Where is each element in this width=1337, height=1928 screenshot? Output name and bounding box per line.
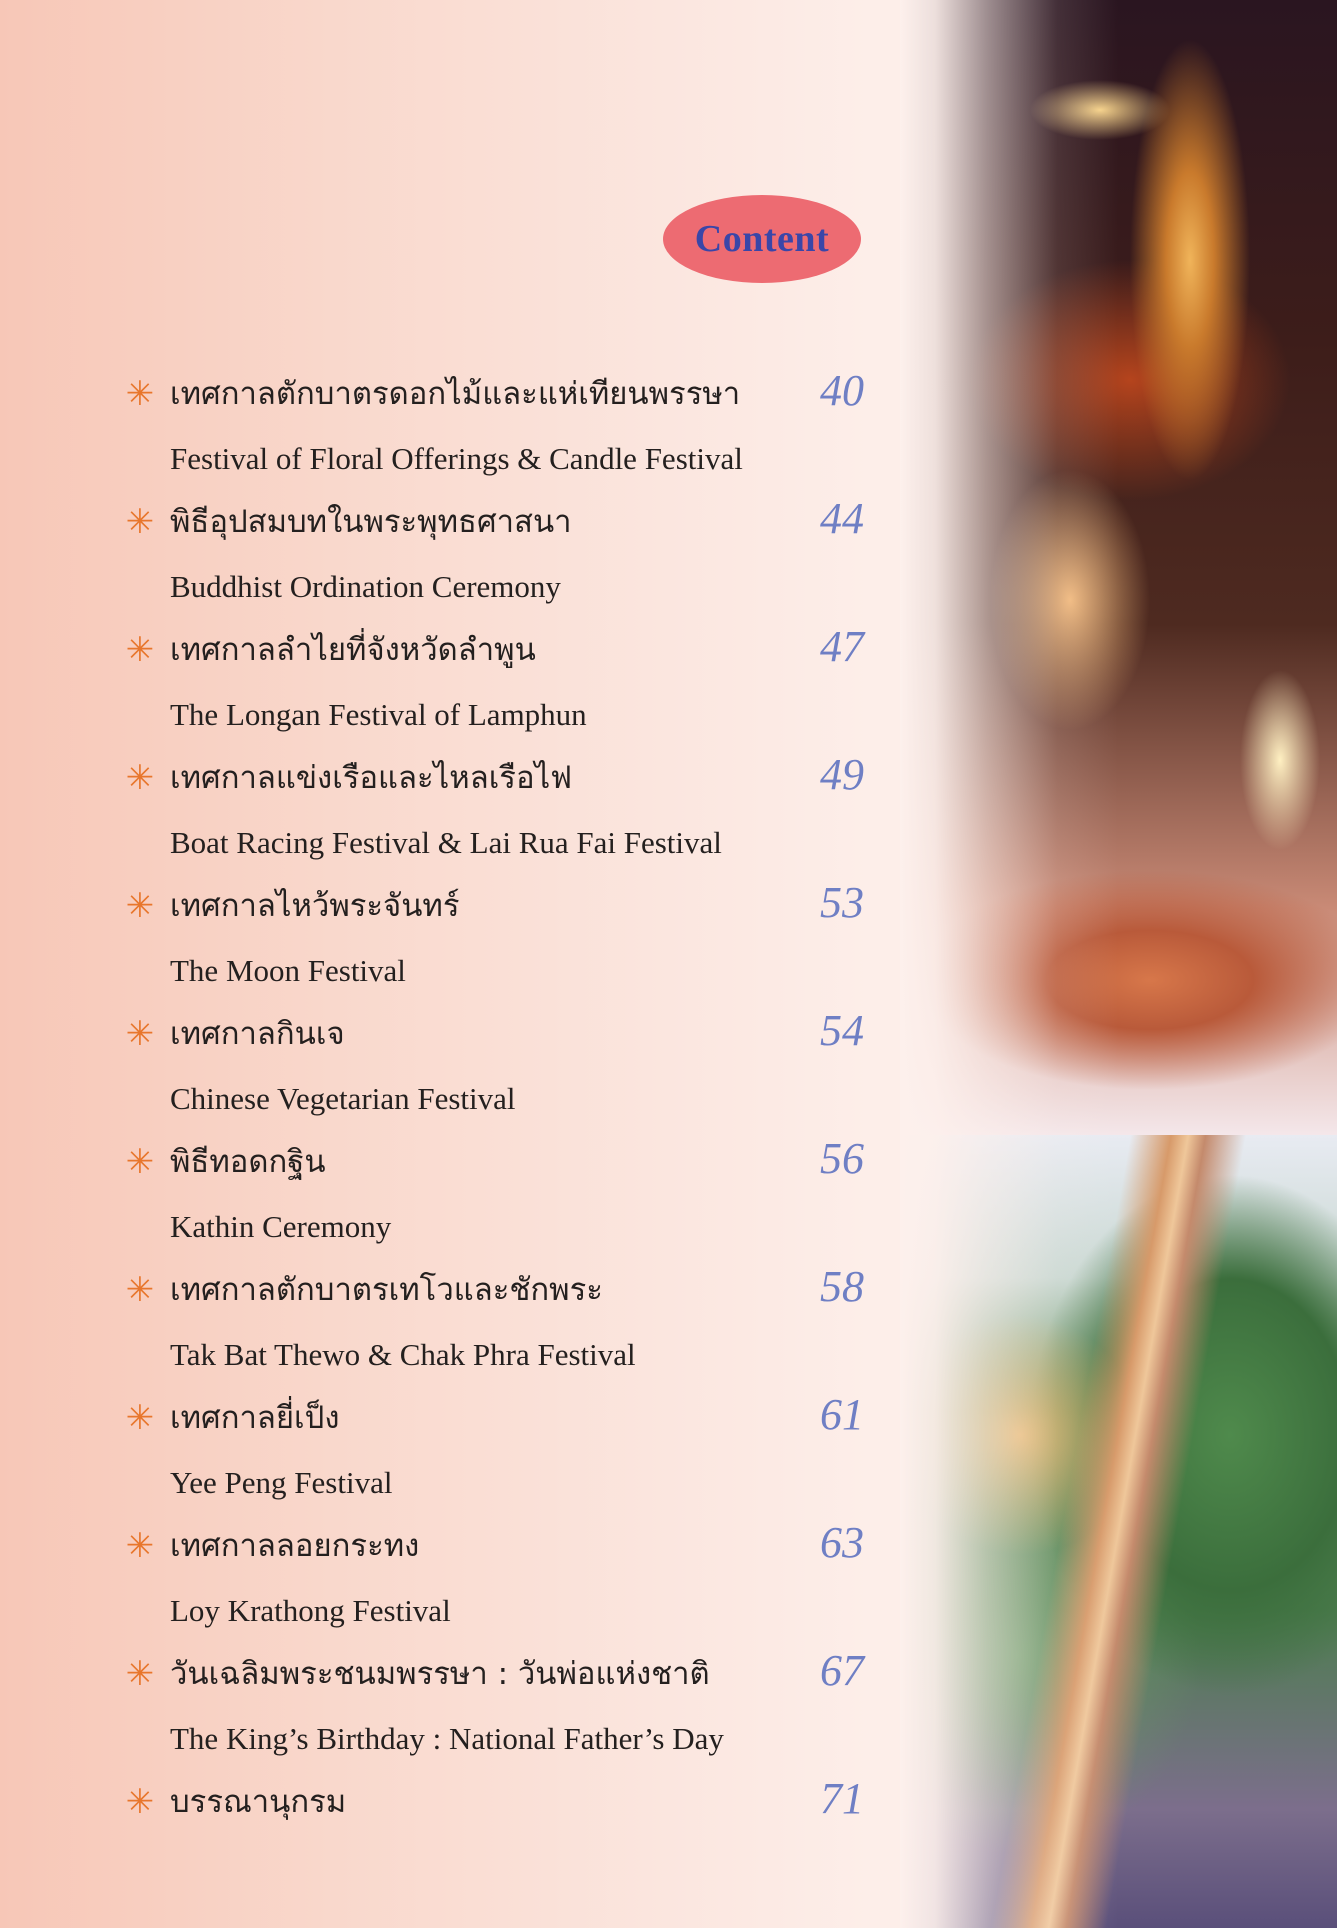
asterisk-star-icon: ✳ <box>125 502 155 542</box>
asterisk-star-icon: ✳ <box>125 1398 155 1438</box>
asterisk-star-icon: ✳ <box>125 1142 155 1182</box>
toc-entry-thai-title[interactable]: พิธีทอดกฐิน <box>170 1144 326 1180</box>
toc-entry-thai-title[interactable]: เทศกาลแข่งเรือและไหลเรือไฟ <box>170 760 573 796</box>
toc-entry-thai-title[interactable]: เทศกาลตักบาตรดอกไม้และแห่เทียนพรรษา <box>170 376 741 412</box>
toc-entry-english-title[interactable]: The Longan Festival of Lamphun <box>170 697 587 732</box>
toc-entry-english-title[interactable]: Tak Bat Thewo & Chak Phra Festival <box>170 1337 636 1372</box>
toc-entry-english-title[interactable]: The King’s Birthday : National Father’s Day <box>170 1721 724 1756</box>
toc-entry-thai-title[interactable]: เทศกาลไหว้พระจันทร์ <box>170 888 460 924</box>
toc-entry-page-number[interactable]: 40 <box>820 365 864 415</box>
toc-entry-english-title[interactable]: Boat Racing Festival & Lai Rua Fai Festival <box>170 825 722 860</box>
toc-entry-page-number[interactable]: 63 <box>820 1517 864 1567</box>
toc-entry-page-number[interactable]: 58 <box>820 1261 864 1311</box>
toc-entry-english-title[interactable]: Buddhist Ordination Ceremony <box>170 569 561 604</box>
toc-entry-thai-title[interactable]: เทศกาลกินเจ <box>170 1016 345 1052</box>
page-title: Content <box>694 218 830 260</box>
asterisk-star-icon: ✳ <box>125 630 155 670</box>
toc-entry-english-title[interactable]: Festival of Floral Offerings & Candle Festival <box>170 441 743 476</box>
toc-entry-page-number[interactable]: 53 <box>820 877 864 927</box>
toc-entry-english-title[interactable]: Chinese Vegetarian Festival <box>170 1081 516 1116</box>
side-photo-strip <box>900 0 1337 1928</box>
toc-entry-page-number[interactable]: 61 <box>820 1389 864 1439</box>
toc-entry-thai-title[interactable]: เทศกาลลอยกระทง <box>170 1528 420 1564</box>
toc-entry-thai-title[interactable]: บรรณานุกรม <box>170 1784 347 1820</box>
toc-entry-thai-title[interactable]: เทศกาลยี่เป็ง <box>170 1400 340 1436</box>
asterisk-star-icon: ✳ <box>125 374 155 414</box>
toc-entry-english-title[interactable]: The Moon Festival <box>170 953 406 988</box>
toc-entry-thai-title[interactable]: เทศกาลตักบาตรเทโวและชักพระ <box>170 1272 603 1308</box>
toc-entry-page-number[interactable]: 44 <box>820 493 864 543</box>
toc-entry-english-title[interactable]: Yee Peng Festival <box>170 1465 393 1500</box>
asterisk-star-icon: ✳ <box>125 1526 155 1566</box>
toc-entry-english-title[interactable]: Kathin Ceremony <box>170 1209 392 1244</box>
asterisk-star-icon: ✳ <box>125 886 155 926</box>
asterisk-star-icon: ✳ <box>125 1270 155 1310</box>
toc-entry-page-number[interactable]: 47 <box>820 621 864 671</box>
photo-fade-overlay <box>900 0 1337 1928</box>
toc-entry-page-number[interactable]: 54 <box>820 1005 864 1055</box>
asterisk-star-icon: ✳ <box>125 758 155 798</box>
toc-entry-page-number[interactable]: 49 <box>820 749 864 799</box>
toc-entry-page-number[interactable]: 67 <box>820 1645 864 1695</box>
toc-entry-thai-title[interactable]: วันเฉลิมพระชนมพรรษา : วันพ่อแห่งชาติ <box>170 1656 710 1692</box>
asterisk-star-icon: ✳ <box>125 1014 155 1054</box>
toc-entry-page-number[interactable]: 56 <box>820 1133 864 1183</box>
toc-entry-page-number[interactable]: 71 <box>820 1773 864 1823</box>
toc-entry-thai-title[interactable]: พิธีอุปสมบทในพระพุทธศาสนา <box>170 504 572 540</box>
asterisk-star-icon: ✳ <box>125 1654 155 1694</box>
toc-entry-thai-title[interactable]: เทศกาลลำไยที่จังหวัดลำพูน <box>170 632 536 668</box>
asterisk-star-icon: ✳ <box>125 1782 155 1822</box>
toc-entry-english-title[interactable]: Loy Krathong Festival <box>170 1593 451 1628</box>
